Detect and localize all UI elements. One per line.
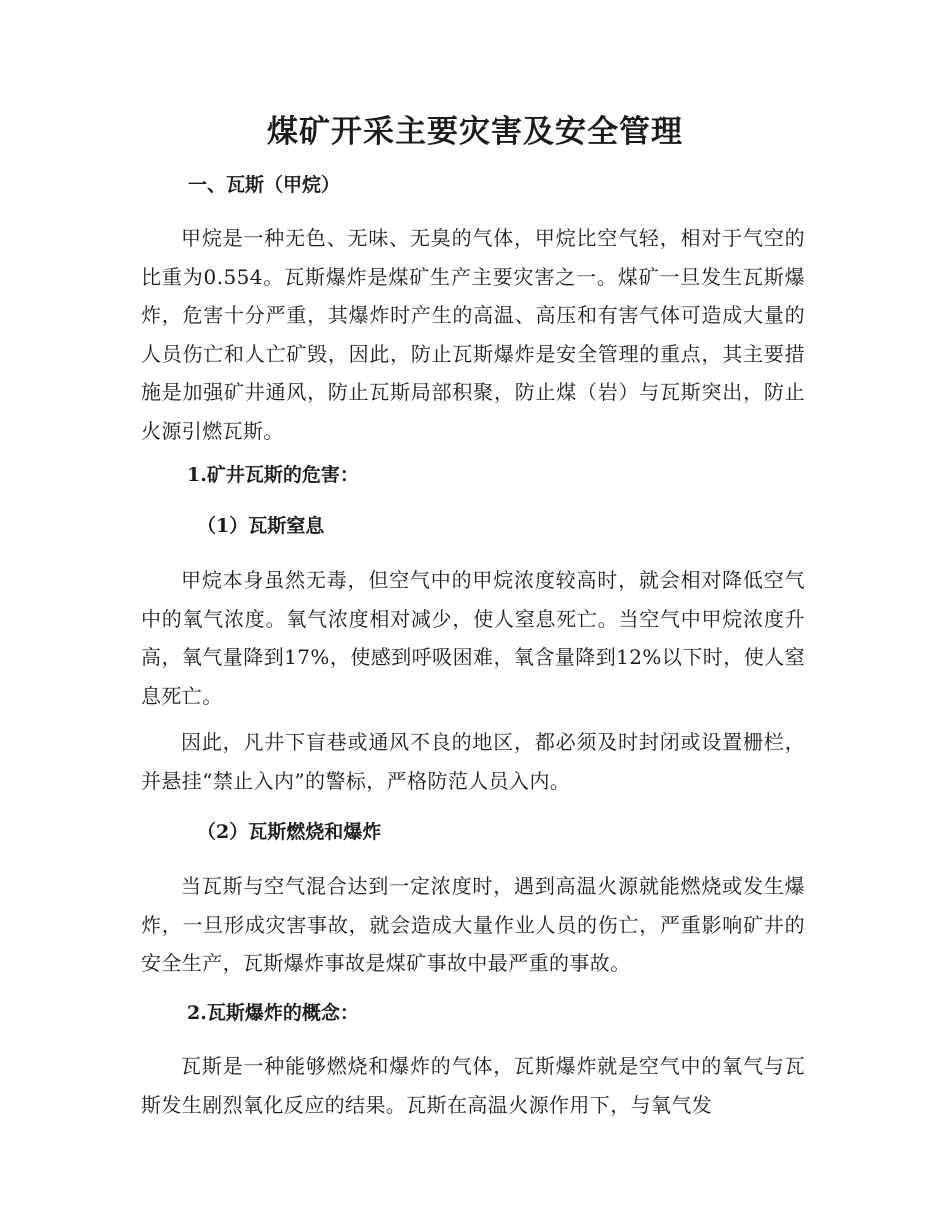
subheading-gas-hazards: 1.矿井瓦斯的危害：: [187, 464, 359, 486]
item-heading-combustion: （2）瓦斯燃烧和爆炸: [197, 821, 382, 843]
paragraph-seal-off: 因此，凡井下盲巷或通风不良的地区，都必须及时封闭或设置栅栏，并悬挂“禁止入内”的警标，严格防范人员入内。: [141, 730, 805, 793]
paragraph-explosion-concept: 瓦斯是一种能够燃烧和爆炸的气体，瓦斯爆炸就是空气中的氧气与瓦斯发生剧烈氧化反应的结果。瓦斯在高温火源作用下，与氧气发: [141, 1054, 805, 1117]
paragraph-suffocation: 甲烷本身虽然无毒，但空气中的甲烷浓度较高时，就会相对降低空气中的氧气浓度。氧气浓度相对减少，使人窒息死亡。当空气中甲烷浓度升高，氧气量降到17%，使感到呼吸困难，氧含量降到12%以下时，使人窒息死亡。: [141, 568, 805, 708]
paragraph-combustion: 当瓦斯与空气混合达到一定浓度时，遇到高温火源就能燃烧或发生爆炸，一旦形成灾害事故，就会造成大量作业人员的伤亡，严重影响矿井的安全生产，瓦斯爆炸事故是煤矿事故中最严重的事故。: [141, 874, 805, 975]
document-title: 煤矿开采主要灾害及安全管理: [267, 114, 683, 150]
paragraph-methane-intro: 甲烷是一种无色、无味、无臭的气体，甲烷比空气轻，相对于气空的比重为0.554。瓦斯爆炸是煤矿生产主要灾害之一。煤矿一旦发生瓦斯爆炸，危害十分严重，其爆炸时产生的高温、高压和有害气体可造成大量的人员伤亡和人亡矿毁，因此，防止瓦斯爆炸是安全管理的重点，其主要措施是加强矿井通风，防止瓦斯局部积聚，防止煤（岩）与瓦斯突出，防止火源引燃瓦斯。: [141, 226, 805, 443]
subheading-explosion-concept: 2.瓦斯爆炸的概念：: [187, 1002, 359, 1024]
item-heading-suffocation: （1）瓦斯窒息: [197, 515, 325, 537]
section-heading-gas: 一、瓦斯（甲烷）: [188, 174, 341, 196]
